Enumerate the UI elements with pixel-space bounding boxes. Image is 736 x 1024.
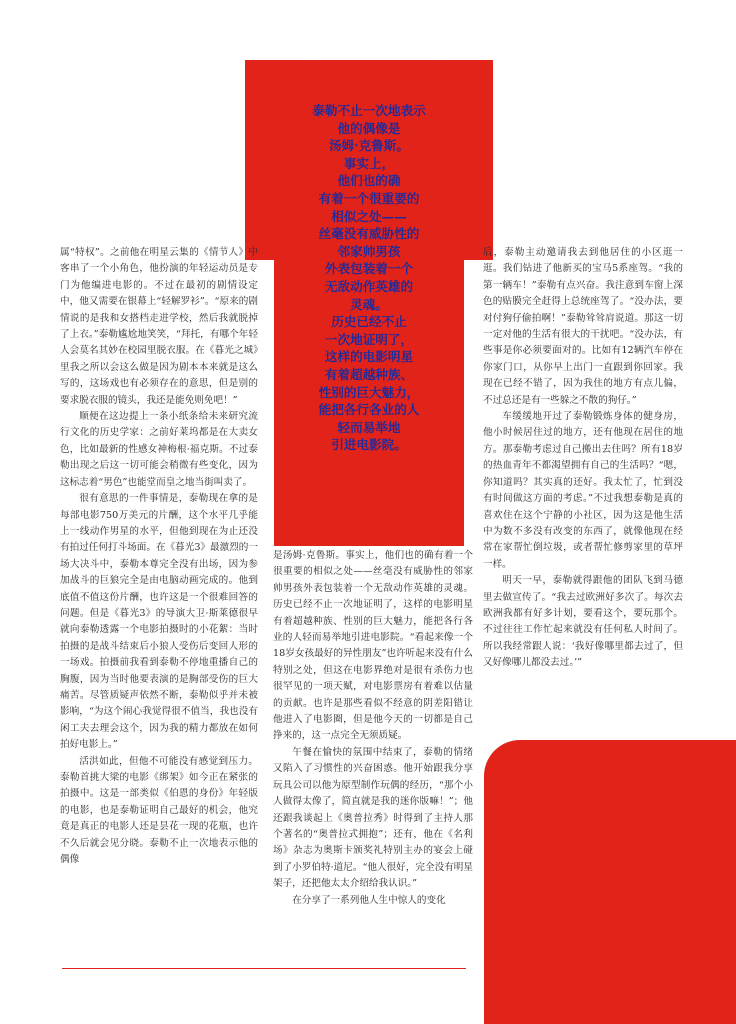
decor-corner-left <box>245 60 275 240</box>
pull-quote-line: 丝毫没有威胁性的 <box>318 226 420 242</box>
pull-quote-line: 汤姆·克鲁斯。 <box>329 138 409 154</box>
article-column-3 <box>483 245 683 672</box>
article-paragraph: 在分享了一系列他人生中惊人的变化 <box>292 894 446 906</box>
pull-quote-line: 能把各行各业的人 <box>318 402 420 418</box>
pull-quote-line: 有着一个很重要的 <box>318 190 420 206</box>
article-paragraph: 明天一早，泰勒就得跟他的团队飞到马德里去做宣传了。“我去过欧洲好多次了。每次去欧洲我都有好多计划，要看这个，要玩那个。不过往往工作忙起来就没有任何私人时间了。所以我经常跟人说：‘我好像哪里都去过了，但又好像哪儿都没去过。’” <box>483 575 683 669</box>
pull-quote-line: 一次地证明了， <box>324 331 414 347</box>
article-paragraph: 车缓缓地开过了泰勒锻炼身体的健身房，他小时候居住过的地方，还有他现在居住的地方。那泰勒考虑过自己搬出去住吗？所有18岁的热血青年不都渴望拥有自己的生活吗？“嗯，你知道吗？其实真的还好。我太忙了，忙到没有时间做这方面的考虑。”不过我想泰勒是真的喜欢住在这个宁静的小社区，因为这是他生活中为数不多没有改变的东西了，就像他现在经常在家帮忙倒垃圾，或者帮忙修剪家里的草坪一样。 <box>483 411 683 570</box>
pull-quote-line: 引进电影院。 <box>331 437 407 453</box>
pull-quote-line: 有着超越种族、 <box>324 366 414 382</box>
pull-quote-line: 灵魂。 <box>350 296 388 312</box>
article-paragraph: 活洪如此，但他不可能没有感觉到压力。泰勒首挑大梁的电影《绑架》如今正在紧张的拍摄中。这是一部类似《伯恩的身份》年轻版的电影，也是泰勒证明自己最好的机会，他究竟是真正的电影人还是昙花一现的花瓶，也许不久后就会见分晓。泰勒不止一次地表示他的偶像 <box>60 755 258 866</box>
article-paragraph: 很有意思的一件事情是，泰勒现在拿的是每部电影750万美元的片酬，这个水平几乎能上一线动作男星的水平，但他到现在为止还没有拍过任何打斗场面。在《暮光3》最激烈的一场大决斗中，泰勒本尊完全没有出场，因为参加战斗的巨狼完全是由电脑动画完成的。他到底值不值这份片酬，也许这是一个很难回答的问题。但是《暮光3》的导演大卫·斯莱德很早就向泰勒透露一个电影拍摄时的小花絮：当时拍摄的是战斗结束后小狼人受伤后变回人形的一场戏。拍摄前我看到泰勒不停地重播自己的胸腹，因为当时他要表演的是胸部受伤的巨大痛苦。尽管质疑声依然不断，泰勒似乎并未被影响，“为这个闹心我觉得很不值当，我也没有闲工夫去理会这个，因为我的精力都放在如何拍好电影上。” <box>60 493 258 751</box>
pull-quote-line: 历史已经不止 <box>331 314 407 330</box>
pull-quote-line: 他的偶像是 <box>337 120 401 136</box>
article-paragraph: 是汤姆·克鲁斯。事实上，他们也的确有着一个很重要的相似之处——丝毫没有威胁性的邻家帅男孩外表包装着一个无敌动作英雄的灵魂。历史已经不止一次地证明了，这样的电影明星有着超越种族、性别的巨大魅力，能把各行各业的人轻而易举地引进电影院。“看起来像一个18岁女孩最好的异性朋友”也许听起来没有什么特别之处，但这在电影界绝对是很有杀伤力也很罕见的一项天赋，对电影票房有着难以估量的贡献。也许是那些看似不经意的阴差阳错让他进入了电影圈，但是他今天的一切都是自己挣来的，这一点完全无须质疑。 <box>273 550 473 742</box>
pull-quote-line: 性别的巨大魅力， <box>318 384 420 400</box>
article-column-2 <box>273 548 473 909</box>
article-paragraph: 顺便在这边提上一条小纸条给未来研究流行文化的历史学家：之前好莱坞都是在大卖女色，比如最新的性感女神梅根·福克斯。不过泰勒出现之后这一切可能会稍微有些变化，因为这标志着“男色”也能堂而皇之地当街叫卖了。 <box>60 411 258 488</box>
pull-quote-line: 相似之处—— <box>331 208 407 224</box>
pull-quote-line: 轻而易举地 <box>337 419 401 435</box>
footer-rule <box>62 968 466 969</box>
article-paragraph: 后，泰勒主动邀请我去到他居住的小区逛一逛。我们钻进了他新买的宝马5系座驾。“我的第一辆车！”泰勒有点兴奋。我注意到车窗上深色的贴膜完全赶得上总统座驾了。“没办法，要对付狗仔偷拍啊！”泰勒耸耸肩说道。那这一切一定对他的生活有很大的干扰吧。“没办法，有些事是你必须要面对的。比如有12辆汽车停在你家门口，从你早上出门一直跟到你回家。我现在已经不错了，因为我住的地方有点儿偏，不过总还是有一些躲之不散的狗仔。” <box>483 247 683 406</box>
pull-quote-line: 事实上， <box>343 155 395 171</box>
pull-quote-line: 他们也的确 <box>337 173 401 189</box>
pull-quote <box>290 102 448 454</box>
pull-quote-line: 这样的电影明星 <box>324 349 414 365</box>
article-paragraph: 属“特权”。之前他在明星云集的《情节人》中客串了一个小角色，他扮演的年轻运动员是专门为他编进电影的。不过在最初的剧情设定中，他又需要在银幕上“轻解罗衫”。“原来的剧情说的是我和女搭档走进学校，然后我就脱掉了上衣。”泰勒尴尬地笑笑，“拜托，有哪个年轻人会莫名其妙在校园里脱衣服。在《暮光之城》里我之所以会这么做是因为剧本本来就是这么写的，这场戏也有必须存在的意思，但是别的要求脱衣服的镜头，我还是能免则免吧！” <box>60 247 258 406</box>
article-paragraph: 午餐在愉快的氛围中结束了，泰勒的情绪又陷入了习惯性的兴奋困惑。他开始跟我分享玩具公司以他为原型制作玩偶的经历，“那个小人做得太像了，简直就是我的迷你版嘛！”；他还跟我谈起上《奥普拉秀》时得到了主持人那个著名的“奥普拉式拥抱”；还有，他在《名利场》杂志为奥斯卡颁奖礼特别主办的宴会上碰到了小罗伯特·道尼。“他人很好，完全没有明星架子，还把他太太介绍给我认识。” <box>273 746 473 890</box>
pull-quote-line: 无敌动作英雄的 <box>324 278 414 294</box>
decor-block-bottom <box>484 740 736 1024</box>
decor-t-notch-right <box>463 60 493 260</box>
article-column-1 <box>60 245 258 868</box>
pull-quote-line: 邻家帅男孩 <box>337 243 401 259</box>
pull-quote-line: 泰勒不止一次地表示 <box>312 103 426 118</box>
pull-quote-line: 外表包装着一个 <box>324 261 414 277</box>
